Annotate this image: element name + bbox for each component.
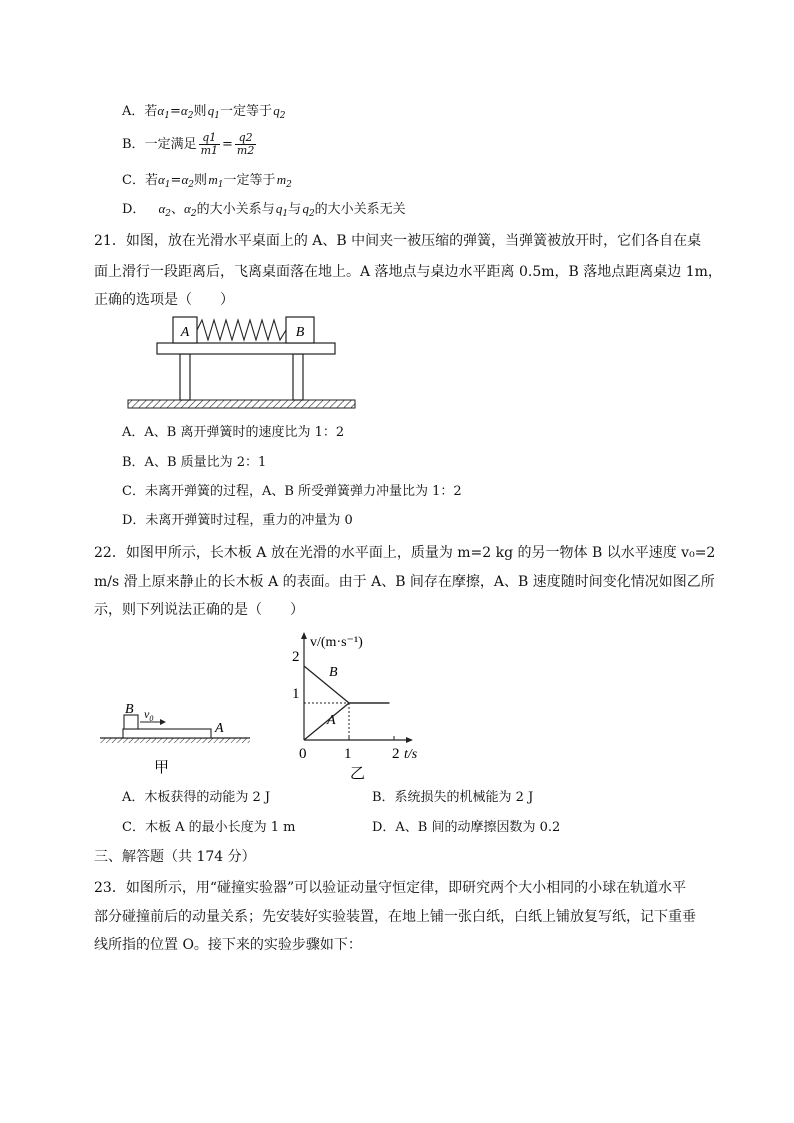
q22-stem-line3: 示，则下列说法正确的是（ ） <box>94 602 304 618</box>
series-b-label: B <box>329 665 338 680</box>
x-axis-label: t/s <box>404 747 418 762</box>
q22-figure-jia <box>98 700 254 780</box>
q22-stem-line2: m/s 滑上原来静止的长木板 A 的表面。由于 A、B 间存在摩擦，A、B 速度随时间变化情况如图乙所 <box>94 574 715 590</box>
q21-option-a: A．A、B 离开弹簧时的速度比为 1：2 <box>122 425 345 440</box>
q22-option-c: C．木板 A 的最小长度为 1 m <box>122 820 296 835</box>
caption-jia: 甲 <box>154 760 170 776</box>
x-tick-1: 1 <box>344 746 352 762</box>
arrowhead-icon <box>160 719 166 725</box>
q20-option-b: B．一定满足 $\frac{q1}{m1}$ = $\frac{q2}{m2}$ <box>122 131 255 157</box>
x-tick-2: 2 <box>392 746 400 762</box>
board-a-label: A <box>215 721 224 736</box>
y-tick-1: 1 <box>292 686 300 702</box>
ground-hatch <box>128 400 355 408</box>
q23-stem-line3: 线所指的位置 O。接下来的实验步骤如下： <box>94 937 362 953</box>
q23-stem-line2: 部分碰撞前后的动量关系；先安装好实验装置，在地上铺一张白纸，白纸上铺放复写纸，记下重垂 <box>94 909 696 925</box>
q22-stem-line1: 22．如图甲所示，长木板 A 放在光滑的水平面上，质量为 m=2 kg 的另一物体 B 以水平速度 v₀=2 <box>94 545 716 561</box>
q23-stem-line1: 23．如图所示，用“碰撞实验器”可以验证动量守恒定律，即研究两个大小相同的小球在轨道水平 <box>94 880 687 896</box>
y-axis-label: v/(m·s⁻¹) <box>310 635 363 650</box>
fraction-q2-m2: $\frac{q2}{m2}$ <box>236 131 255 157</box>
table-top <box>157 343 335 354</box>
q22-option-a: A．木板获得的动能为 2 J <box>122 790 271 805</box>
q21-stem-line1: 21．如图，放在光滑水平桌面上的 A、B 中间夹一被压缩的弹簧，当弹簧被放开时，它们各自在桌 <box>94 233 702 249</box>
q22-option-d: D．A、B 间的动摩擦因数为 0.2 <box>372 820 561 835</box>
series-a-label: A <box>327 713 336 728</box>
q21-stem-line2: 面上滑行一段距离后，飞离桌面落在地上。A 落地点与桌边水平距离 0.5m，B 落地点距离桌边 1m， <box>94 264 722 280</box>
block-a-label: A <box>180 325 190 340</box>
y-tick-2: 2 <box>292 649 300 665</box>
series-line-a <box>304 703 390 740</box>
q21-spring-table-figure <box>126 314 358 410</box>
compressed-spring <box>197 320 286 340</box>
x-tick-0: 0 <box>299 746 307 762</box>
block-b-label: B <box>295 325 305 340</box>
fraction-q1-m1: $\frac{q1}{m1}$ <box>200 131 219 157</box>
velocity-label: $v_0$ <box>144 707 154 723</box>
table-leg-right <box>293 354 303 400</box>
long-board-a <box>123 729 211 738</box>
q21-option-d: D．未离开弹簧时过程，重力的冲量为 0 <box>122 513 353 528</box>
caption-yi: 乙 <box>350 766 366 780</box>
y-axis-arrow-icon <box>301 632 307 639</box>
block-b-label: B <box>125 702 134 717</box>
series-line-b <box>304 666 390 703</box>
q20-option-c: C．若$\alpha_1=\alpha_2$则 $m_1$一定等于 $m_2$ <box>122 172 292 190</box>
floor-hatch <box>100 738 250 743</box>
section-3-title: 三、解答题（共 174 分） <box>94 849 256 865</box>
q20-option-d: D． $\alpha_2$、$\alpha_2$的大小关系与 $q_1$与 $q_2$的大小关系无关 <box>122 201 406 219</box>
block-b-on-board <box>124 715 138 729</box>
q20-option-a: A．若$\alpha_1=\alpha_2$则 $q_1$一定等于 $q_2$ <box>122 103 286 121</box>
q21-stem-line3: 正确的选项是（ ） <box>94 292 234 308</box>
q21-option-b: B．A、B 质量比为 2：1 <box>122 455 267 470</box>
x-axis-arrow-icon <box>406 737 413 743</box>
q22-figure-yi-vt-chart <box>282 630 432 780</box>
q21-option-c: C．未离开弹簧的过程，A、B 所受弹簧弹力冲量比为 1：2 <box>122 484 462 499</box>
q22-option-b: B．系统损失的机械能为 2 J <box>372 790 534 805</box>
table-leg-left <box>180 354 190 400</box>
